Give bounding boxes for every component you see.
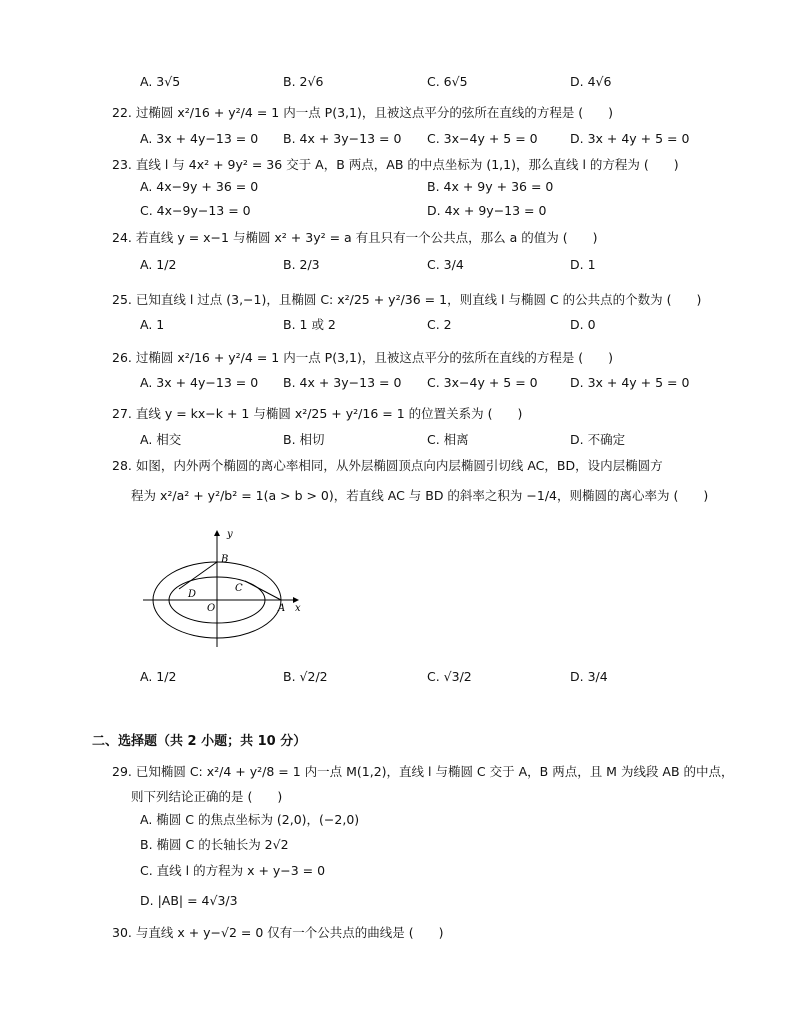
q28-option-a: A. 1/2 <box>140 669 177 684</box>
q22-stem: 22. 过椭圆 x²/16 + y²/4 = 1 内一点 P(3,1)，且被这点平分的弦所在直线的方程是 ( ) <box>112 105 614 120</box>
q22-option-b: B. 4x + 3y−13 = 0 <box>283 131 402 146</box>
q23-option-c: C. 4x−9y−13 = 0 <box>140 203 251 218</box>
q29-option-b: B. 椭圆 C 的长轴长为 2√2 <box>140 837 289 852</box>
q21-option-d: D. 4√6 <box>570 74 612 89</box>
label-c: C <box>235 583 243 594</box>
q22-option-d: D. 3x + 4y + 5 = 0 <box>570 131 690 146</box>
q26-option-b: B. 4x + 3y−13 = 0 <box>283 375 402 390</box>
q28-option-c: C. √3/2 <box>427 669 472 684</box>
q27-option-c: C. 相离 <box>427 432 469 447</box>
label-y: y <box>227 529 233 540</box>
q26-option-c: C. 3x−4y + 5 = 0 <box>427 375 538 390</box>
label-d: D <box>188 589 197 600</box>
q21-option-a: A. 3√5 <box>140 74 181 89</box>
q21-option-c: C. 6√5 <box>427 74 468 89</box>
label-o: O <box>207 603 216 614</box>
q29-option-a: A. 椭圆 C 的焦点坐标为 (2,0)，(−2,0) <box>140 812 360 827</box>
q22-option-a: A. 3x + 4y−13 = 0 <box>140 131 259 146</box>
label-x: x <box>295 603 301 614</box>
q25-stem: 25. 已知直线 l 过点 (3,−1)，且椭圆 C: x²/25 + y²/36 = 1，则直线 l 与椭圆 C 的公共点的个数为 ( ) <box>112 292 702 307</box>
q23-option-a: A. 4x−9y + 36 = 0 <box>140 179 259 194</box>
ellipse-figure <box>135 525 310 650</box>
q27-option-b: B. 相切 <box>283 432 325 447</box>
q25-option-a: A. 1 <box>140 317 165 332</box>
q26-option-a: A. 3x + 4y−13 = 0 <box>140 375 259 390</box>
q24-option-c: C. 3/4 <box>427 257 464 272</box>
q21-option-b: B. 2√6 <box>283 74 324 89</box>
q24-option-d: D. 1 <box>570 257 596 272</box>
q30-stem: 30. 与直线 x + y−√2 = 0 仅有一个公共点的曲线是 ( ) <box>112 925 444 940</box>
q25-option-d: D. 0 <box>570 317 596 332</box>
q23-option-b: B. 4x + 9y + 36 = 0 <box>427 179 554 194</box>
q26-stem: 26. 过椭圆 x²/16 + y²/4 = 1 内一点 P(3,1)，且被这点平分的弦所在直线的方程是 ( ) <box>112 350 614 365</box>
q29-stem-line1: 29. 已知椭圆 C: x²/4 + y²/8 = 1 内一点 M(1,2)，直线 l 与椭圆 C 交于 A，B 两点，且 M 为线段 AB 的中点， <box>112 764 734 779</box>
q27-option-d: D. 不确定 <box>570 432 626 447</box>
q29-stem-line2: 则下列结论正确的是 ( ) <box>131 789 283 804</box>
q27-stem: 27. 直线 y = kx−k + 1 与椭圆 x²/25 + y²/16 = 1 的位置关系为 ( ) <box>112 406 523 421</box>
q23-option-d: D. 4x + 9y−13 = 0 <box>427 203 547 218</box>
q23-stem: 23. 直线 l 与 4x² + 9y² = 36 交于 A，B 两点，AB 的中点坐标为 (1,1)，那么直线 l 的方程为 ( ) <box>112 157 679 172</box>
q25-option-c: C. 2 <box>427 317 452 332</box>
q28-option-d: D. 3/4 <box>570 669 608 684</box>
q29-option-d: D. |AB| = 4√3/3 <box>140 893 238 908</box>
q25-option-b: B. 1 或 2 <box>283 317 336 332</box>
label-a: A <box>278 603 286 614</box>
q24-stem: 24. 若直线 y = x−1 与椭圆 x² + 3y² = a 有且只有一个公共点，那么 a 的值为 ( ) <box>112 230 598 245</box>
q28-option-b: B. √2/2 <box>283 669 328 684</box>
q22-option-c: C. 3x−4y + 5 = 0 <box>427 131 538 146</box>
q29-option-c: C. 直线 l 的方程为 x + y−3 = 0 <box>140 863 326 878</box>
q24-option-b: B. 2/3 <box>283 257 320 272</box>
label-b: B <box>221 554 229 565</box>
q28-stem-line1: 28. 如图，内外两个椭圆的离心率相同，从外层椭圆顶点向内层椭圆引切线 AC，BD，设内层椭圆方 <box>112 458 663 473</box>
q27-option-a: A. 相交 <box>140 432 182 447</box>
q26-option-d: D. 3x + 4y + 5 = 0 <box>570 375 690 390</box>
tangent-bd <box>179 562 217 589</box>
section-title: 二、选择题（共 2 小题；共 10 分） <box>92 734 307 749</box>
q28-stem-line2: 程为 x²/a² + y²/b² = 1(a > b > 0)，若直线 AC 与 BD 的斜率之积为 −1/4，则椭圆的离心率为 ( ) <box>131 488 709 503</box>
q24-option-a: A. 1/2 <box>140 257 177 272</box>
